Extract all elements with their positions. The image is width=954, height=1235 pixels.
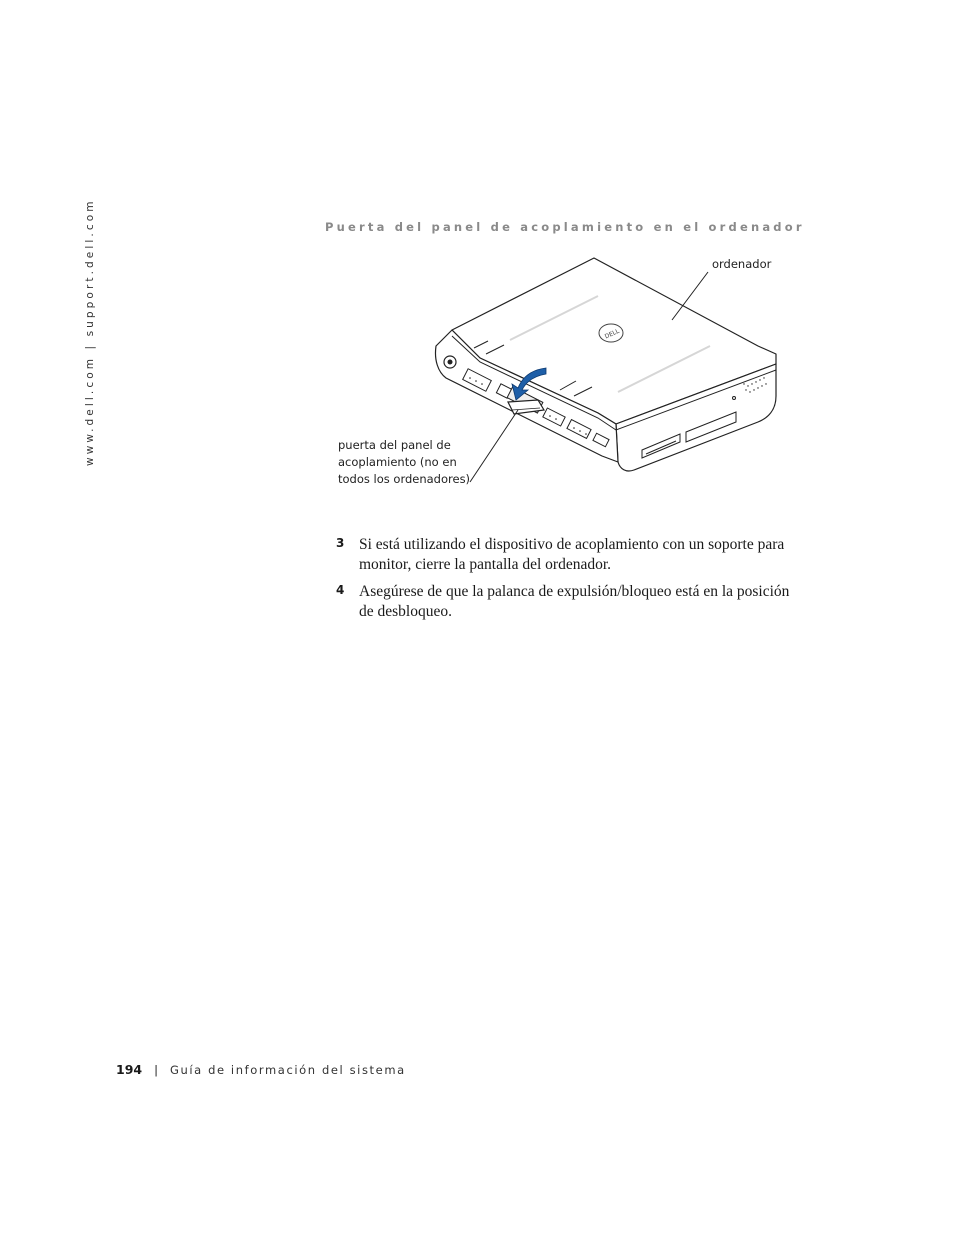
laptop-figure <box>330 250 790 490</box>
callout-ordenador: ordenador <box>712 257 772 271</box>
step-text: Si está utilizando el dispositivo de acoplamiento con un soporte para monitor, cierre la pantalla del ordenador. <box>359 536 785 573</box>
figure-title: Puerta del panel de acoplamiento en el ordenador <box>325 220 805 234</box>
step-item <box>336 582 806 621</box>
callout-puerta: puerta del panel de acoplamiento (no en todos los ordenadores) <box>338 438 471 486</box>
footer-separator: | <box>154 1063 158 1077</box>
step-text: Asegúrese de que la palanca de expulsión/bloqueo está en la posición de desbloqueo. <box>359 583 790 620</box>
sidebar-url: www.dell.com | support.dell.com <box>84 198 96 466</box>
page-number: 194 <box>116 1062 143 1077</box>
step-number: 4 <box>336 583 345 597</box>
step-number: 3 <box>336 536 345 550</box>
step-list <box>336 535 806 629</box>
document-title: Guía de información del sistema <box>169 1063 406 1077</box>
page-footer <box>116 1062 406 1077</box>
step-item <box>336 535 806 574</box>
svg-text:DELL: DELL <box>603 327 621 341</box>
